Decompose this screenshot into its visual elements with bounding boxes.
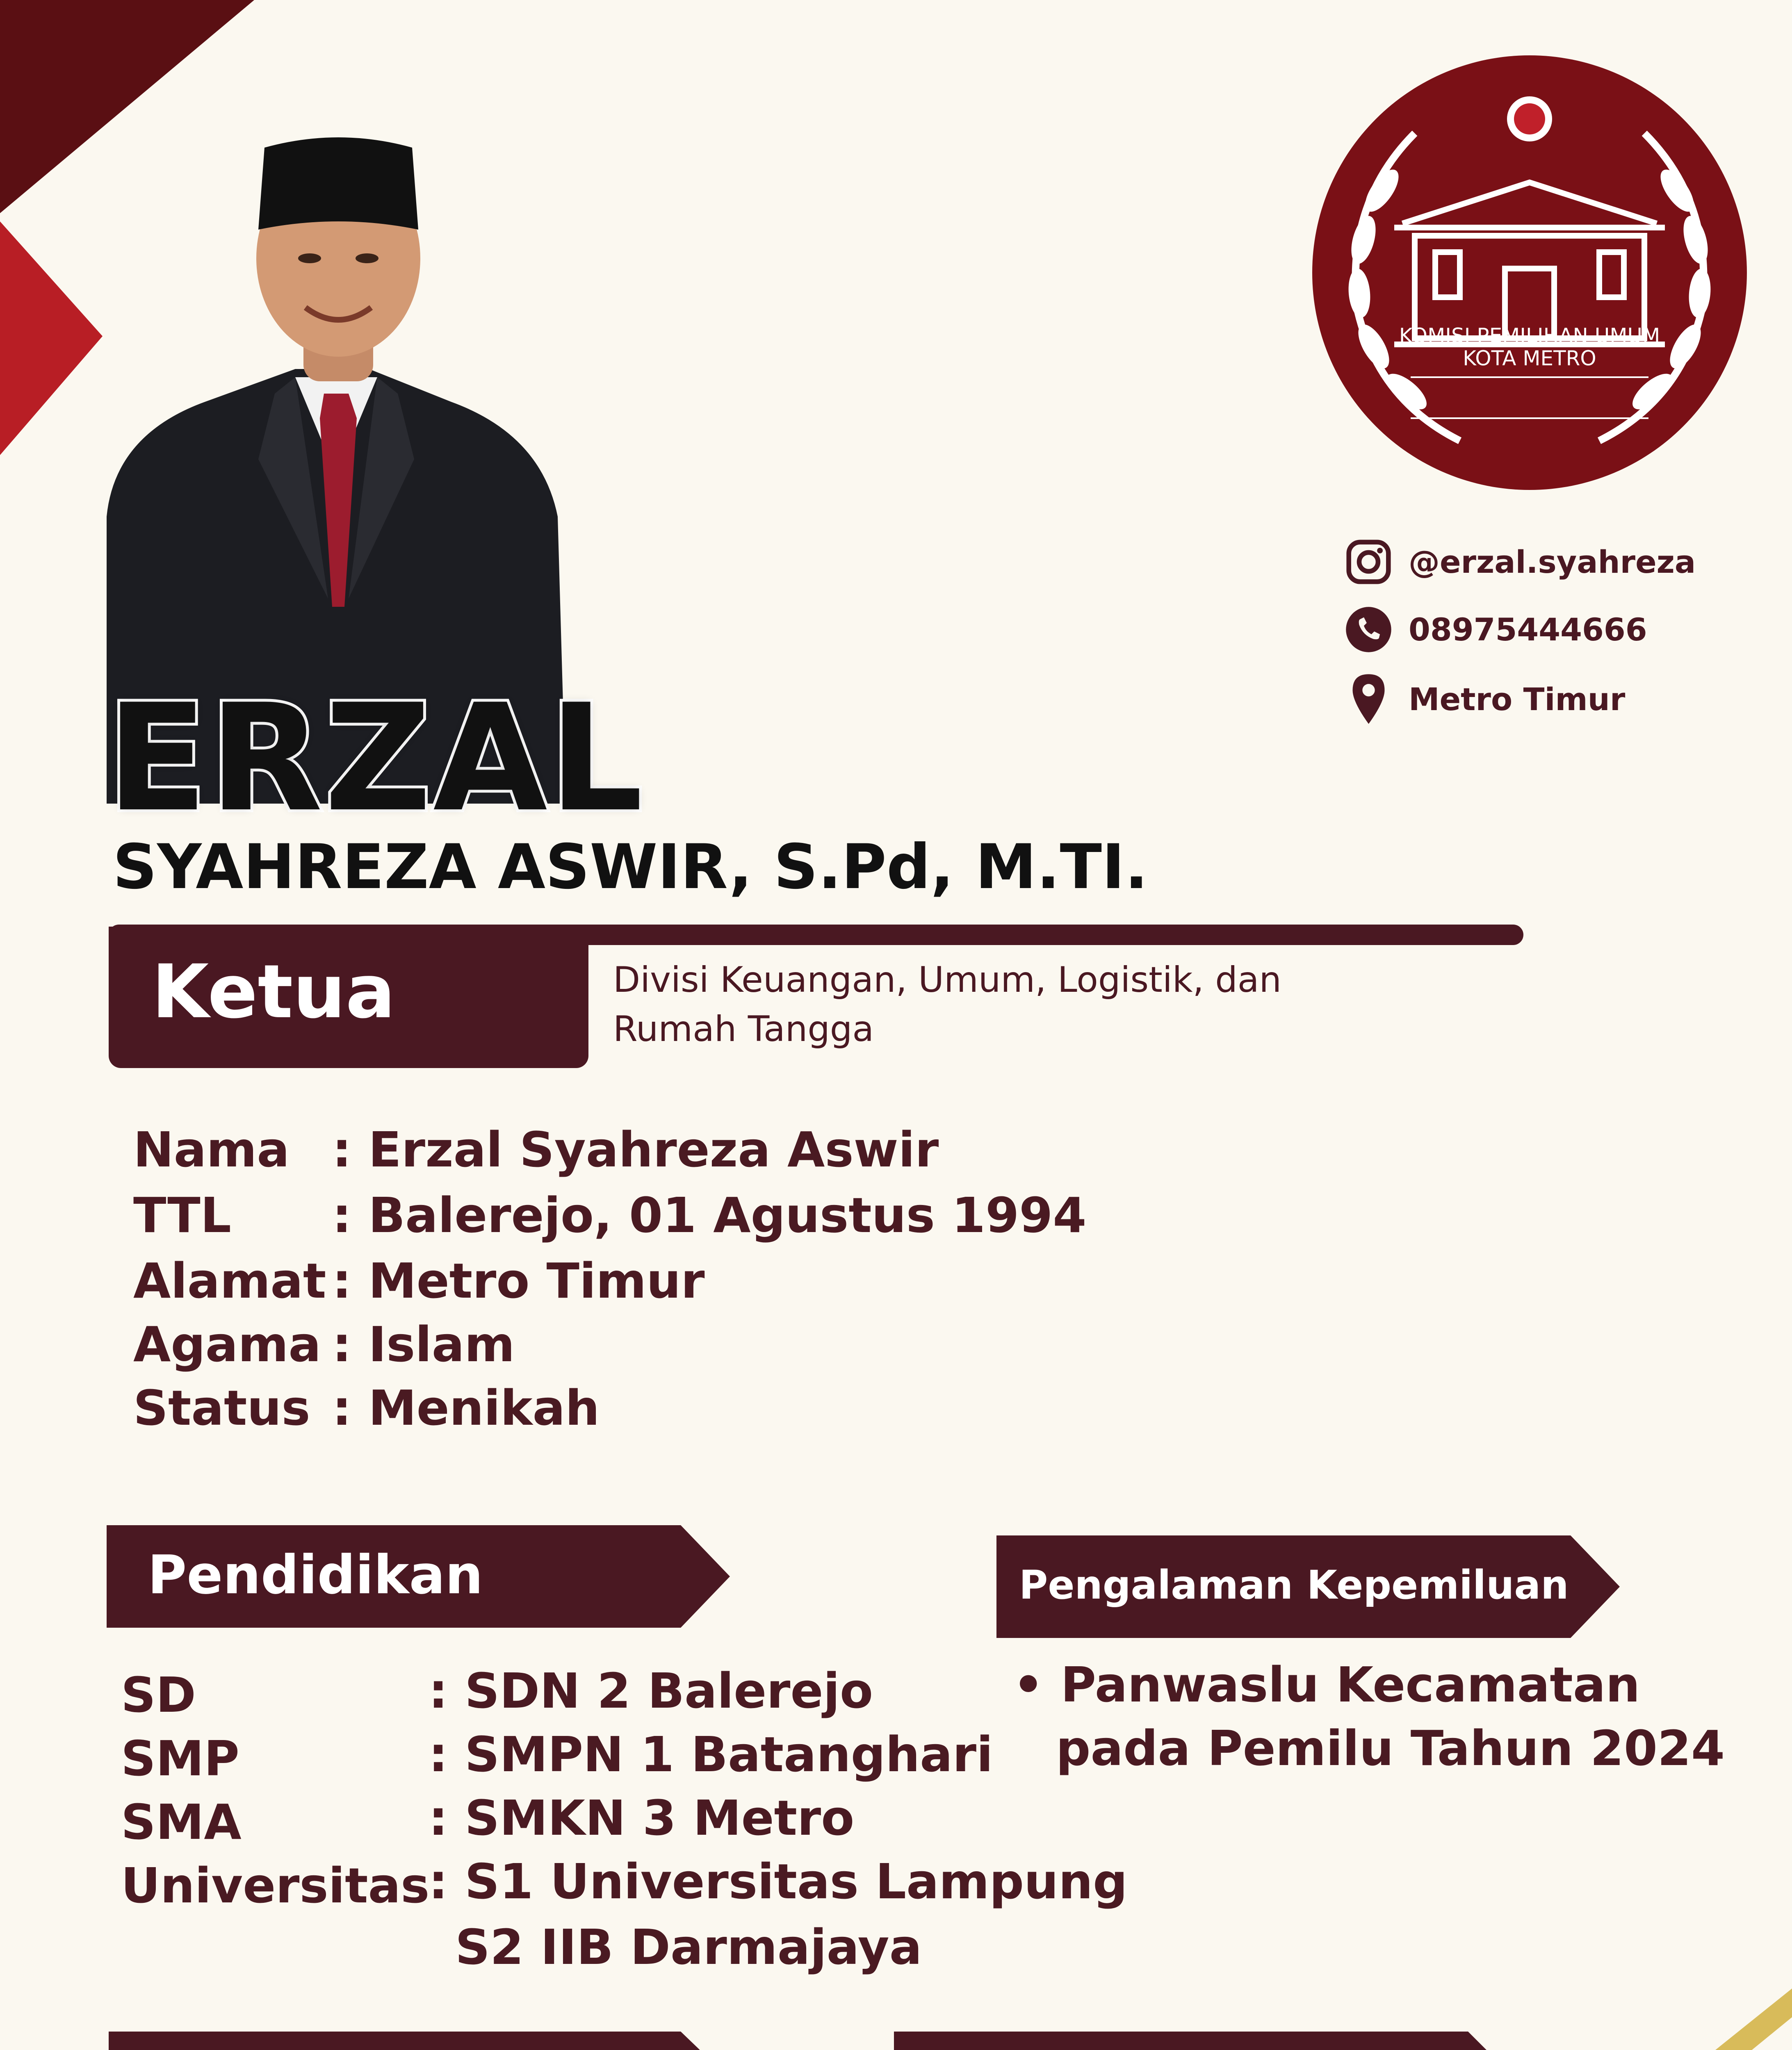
phone-number: 08975444666 [1409,611,1647,648]
bio-label-ttl: TTL [133,1187,231,1244]
name-first: ERZAL [107,672,645,844]
edu-label-sma: SMA [121,1794,242,1850]
edu-value-sd: : SDN 2 Balerejo [429,1663,873,1719]
bio-value-ttl: : Balerejo, 01 Agustus 1994 [332,1187,1087,1244]
edu-value-s2: S2 IIB Darmajaya [455,1919,922,1975]
bio-value-nama: : Erzal Syahreza Aswir [332,1121,939,1178]
location-text: Metro Timur [1409,681,1626,718]
position-title: Ketua [152,949,396,1035]
edu-label-sd: SD [121,1667,196,1723]
bio-label-status: Status [133,1380,310,1436]
instagram-handle: @erzal.syahreza [1409,543,1696,580]
kepemiluan-title: Pengalaman Kepemiluan [1019,1562,1569,1608]
bio-value-alamat: : Metro Timur [332,1253,705,1309]
edu-value-smp: : SMPN 1 Batanghari [429,1726,993,1783]
pendidikan-title: Pendidikan [148,1544,483,1606]
pekerjaan-header-bg [109,2032,734,2050]
bio-label-agama: Agama [133,1316,321,1373]
edu-value-universitas: : S1 Universitas Lampung [429,1853,1128,1910]
logo-text-line1: KOMISI PEMILIHAN UMUM [1399,324,1660,348]
position-division-line1: Divisi Keuangan, Umum, Logistik, dan [613,959,1282,1000]
name-rest: SYAHREZA ASWIR, S.Pd, M.TI. [113,831,1148,903]
position-division-line2: Rumah Tangga [613,1009,874,1050]
bio-value-agama: : Islam [332,1316,515,1373]
logo-text-line2: KOTA METRO [1463,346,1596,370]
organisasi-header-bg [894,2032,1519,2050]
bio-label-alamat: Alamat [133,1253,326,1309]
bio-label-nama: Nama [133,1121,290,1178]
edu-label-universitas: Universitas [121,1857,430,1914]
bio-value-status: : Menikah [332,1380,600,1436]
kepemiluan-item-line1: • Panwaslu Kecamatan [1013,1656,1640,1713]
edu-label-smp: SMP [121,1730,239,1787]
edu-value-sma: : SMKN 3 Metro [429,1790,855,1846]
kepemiluan-item-line2: pada Pemilu Tahun 2024 [1056,1720,1725,1777]
